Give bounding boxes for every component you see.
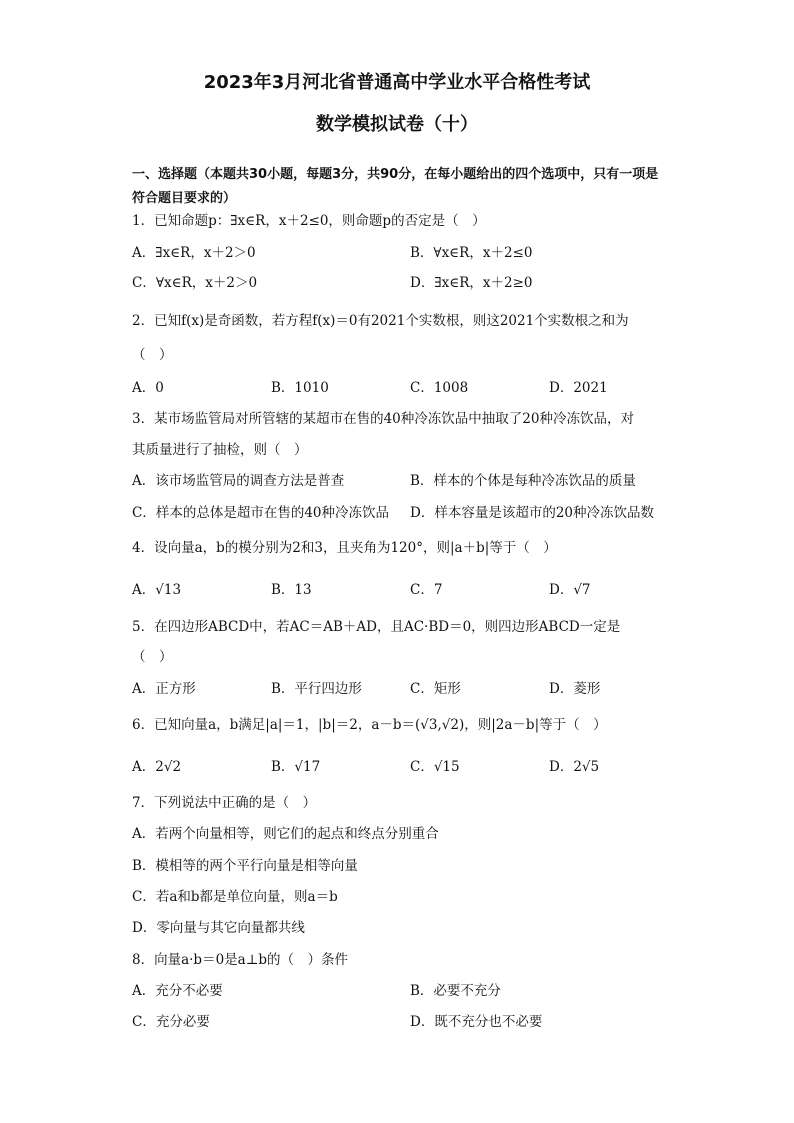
question-3-option-b: B．样本的个体是每种冷冻饮品的质量 (410, 473, 636, 489)
question-6-option-c: C．√15 (410, 759, 460, 775)
exam-subtitle: 数学模拟试卷（十） (316, 114, 478, 135)
question-4-option-b: B．13 (271, 582, 312, 598)
question-6-option-b: B．√17 (271, 759, 321, 775)
question-7-stem: 7．下列说法中正确的是（ ） (132, 795, 317, 811)
question-4-stem: 4．设向量a，b的模分别为2和3，且夹角为120°，则|a＋b|等于（ ） (132, 540, 557, 556)
question-6-stem: 6．已知向量a，b满足|a|＝1，|b|＝2，a－b＝(√3,√2)，则|2a－b|等于（ ） (132, 717, 607, 733)
question-7-option-c: C．若a和b都是单位向量，则a＝b (132, 889, 338, 905)
question-7-option-a: A．若两个向量相等，则它们的起点和终点分别重合 (132, 826, 439, 842)
question-6-option-a: A．2√2 (132, 759, 182, 775)
question-4-option-d: D．√7 (549, 582, 591, 598)
question-4-option-a: A．√13 (132, 582, 182, 598)
question-4-option-c: C．7 (410, 582, 443, 598)
question-5-option-d: D．菱形 (549, 681, 601, 697)
question-3-option-d: D．样本容量是该超市的20种冷冻饮品数 (410, 505, 655, 521)
question-2-option-a: A．0 (132, 380, 164, 396)
question-2-stem-cont: （ ） (132, 347, 173, 363)
question-7-option-d: D．零向量与其它向量都共线 (132, 920, 305, 936)
question-6-option-d: D．2√5 (549, 759, 600, 775)
question-1-option-c: C．∀x∈R，x＋2＞0 (132, 275, 258, 291)
question-1-stem: 1．已知命题p：∃x∈R，x＋2≤0，则命题p的否定是（ ） (132, 213, 486, 229)
question-3-stem-cont: 其质量进行了抽检，则（ ） (132, 442, 308, 458)
question-3-option-a: A．该市场监管局的调查方法是普查 (132, 473, 345, 489)
question-8-option-a: A．充分不必要 (132, 983, 223, 999)
question-1-option-a: A．∃x∈R，x＋2＞0 (132, 245, 256, 261)
question-3-option-c: C．样本的总体是超市在售的40种冷冻饮品 (132, 505, 390, 521)
question-2-option-c: C．1008 (410, 380, 469, 396)
question-1-option-d: D．∃x∈R，x＋2≥0 (410, 275, 533, 291)
question-5-option-c: C．矩形 (410, 681, 461, 697)
question-2-option-b: B．1010 (271, 380, 329, 396)
question-2-stem: 2．已知f(x)是奇函数，若方程f(x)＝0有2021个实数根，则这2021个实数根之和为 (132, 313, 629, 329)
question-5-stem: 5．在四边形ABCD中，若AC＝AB＋AD，且AC·BD＝0，则四边形ABCD一定是 (132, 619, 621, 635)
question-1-option-b: B．∀x∈R，x＋2≤0 (410, 245, 533, 261)
question-5-option-a: A．正方形 (132, 681, 196, 697)
question-2-option-d: D．2021 (549, 380, 608, 396)
question-5-stem-cont: （ ） (132, 649, 173, 665)
question-3-stem: 3．某市场监管局对所管辖的某超市在售的40种冷冻饮品中抽取了20种冷冻饮品，对 (132, 411, 634, 427)
question-7-option-b: B．模相等的两个平行向量是相等向量 (132, 858, 358, 874)
section-heading: 一、选择题（本题共30小题，每题3分，共90分，在每小题给出的四个选项中，只有一项是符合题目要求的） (132, 167, 659, 206)
question-5-option-b: B．平行四边形 (271, 681, 362, 697)
exam-title: 2023年3月河北省普通高中学业水平合格性考试 (203, 72, 591, 93)
question-8-option-d: D．既不充分也不必要 (410, 1014, 543, 1030)
question-8-option-b: B．必要不充分 (410, 983, 501, 999)
question-8-stem: 8．向量a·b＝0是a⊥b的（ ）条件 (132, 952, 349, 968)
question-8-option-c: C．充分必要 (132, 1014, 210, 1030)
